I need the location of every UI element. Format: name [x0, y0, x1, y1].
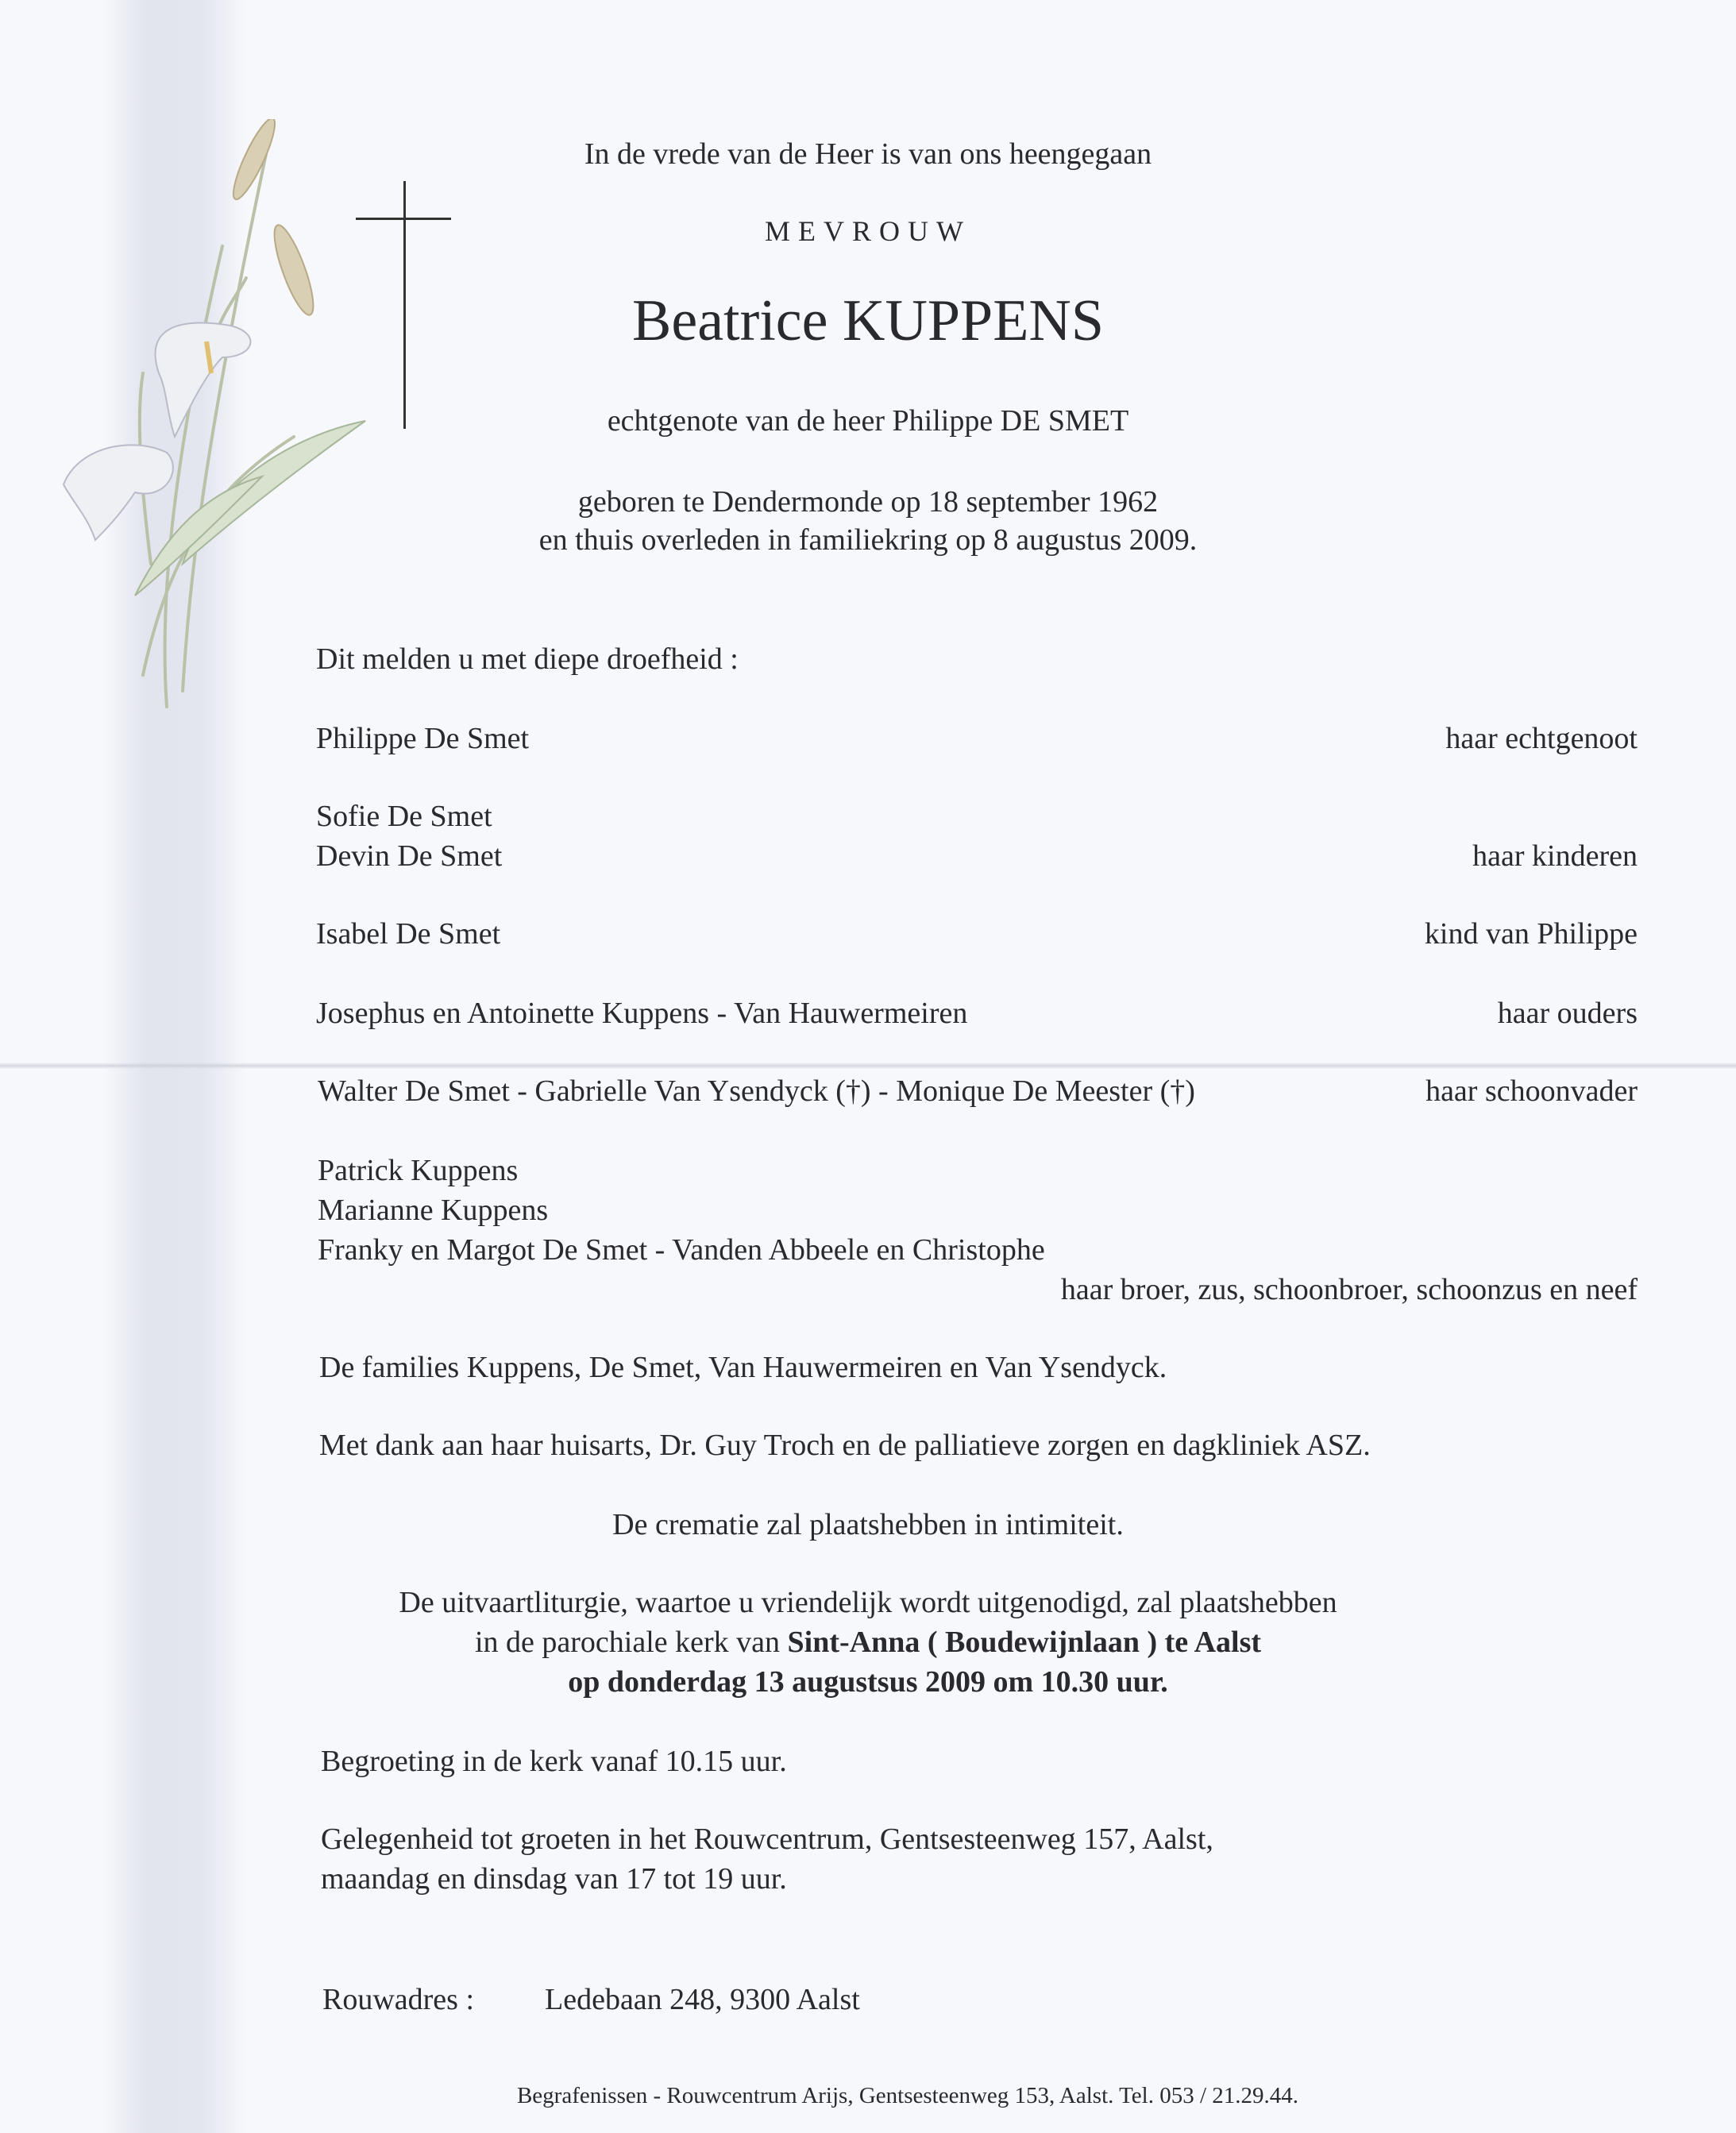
salutation: MEVROUW: [765, 215, 971, 247]
intro-line: In de vrede van de Heer is van ons heengegaan: [584, 137, 1152, 171]
mourner-names: Marianne Kuppens: [318, 1194, 549, 1227]
footer-undertaker: Begrafenissen - Rouwcentrum Arijs, Gentsesteenweg 153, Aalst. Tel. 053 / 21.29.44.: [516, 2083, 1299, 2108]
mourner-names: Devin De Smet: [316, 839, 503, 873]
families-line: De families Kuppens, De Smet, Van Hauwermeiren en Van Ysendyck.: [319, 1351, 1167, 1384]
greeting-center-line-2: maandag en dinsdag van 17 tot 19 uur.: [321, 1862, 787, 1896]
died-line: en thuis overleden in familiekring op 8 augustus 2009.: [538, 523, 1198, 557]
spouse-line: echtgenote van de heer Philippe DE SMET: [607, 404, 1129, 438]
liturgy-line-3: op donderdag 13 augustsus 2009 om 10.30 uur.: [568, 1665, 1168, 1699]
announce-line: Dit melden u met diepe droefheid :: [316, 642, 739, 676]
fold-line: [0, 1063, 1736, 1069]
liturgy-church-prefix: in de parochiale kerk van: [474, 1626, 788, 1659]
greeting-church-line: Begroeting in de kerk vanaf 10.15 uur.: [321, 1745, 787, 1778]
mourner-relation: haar kinderen: [1472, 839, 1638, 873]
born-line: geboren te Dendermonde op 18 september 1962: [577, 485, 1159, 519]
address-label: Rouwadres :: [322, 1983, 475, 2016]
cremation-line: De crematie zal plaatshebben in intimiteit.: [612, 1508, 1124, 1541]
mourner-names: Josephus en Antoinette Kuppens - Van Hauwermeiren: [316, 997, 968, 1030]
liturgy-line-2: [0, 1623, 1736, 1661]
mourner-relation: haar ouders: [1497, 997, 1638, 1030]
greeting-center-line-1: Gelegenheid tot groeten in het Rouwcentrum, Gentsesteenweg 157, Aalst,: [321, 1822, 1213, 1856]
mourner-relation: haar echtgenoot: [1445, 722, 1638, 755]
mourner-names: Philippe De Smet: [316, 722, 530, 755]
mourner-names: Franky en Margot De Smet - Vanden Abbeele en Christophe: [318, 1233, 1045, 1267]
mourner-names: Sofie De Smet: [316, 800, 492, 833]
liturgy-line-1: De uitvaartliturgie, waartoe u vriendelijk wordt uitgenodigd, zal plaatshebben: [399, 1586, 1337, 1619]
mourner-relation: kind van Philippe: [1424, 917, 1638, 951]
deceased-name: Beatrice KUPPENS: [632, 288, 1104, 353]
address-value: Ledebaan 248, 9300 Aalst: [545, 1983, 860, 2016]
mourner-relation: haar schoonvader: [1425, 1074, 1638, 1108]
mourner-relation: haar broer, zus, schoonbroer, schoonzus en neef: [1060, 1273, 1638, 1306]
mourner-names: Patrick Kuppens: [318, 1154, 519, 1187]
mourner-names: Isabel De Smet: [316, 917, 501, 951]
mourner-names: Walter De Smet - Gabrielle Van Ysendyck (†) - Monique De Meester (†): [318, 1074, 1195, 1108]
thanks-line: Met dank aan haar huisarts, Dr. Guy Troch en de palliatieve zorgen en dagkliniek ASZ.: [319, 1429, 1371, 1462]
liturgy-church-name: Sint-Anna ( Boudewijnlaan ) te Aalst: [787, 1626, 1262, 1659]
